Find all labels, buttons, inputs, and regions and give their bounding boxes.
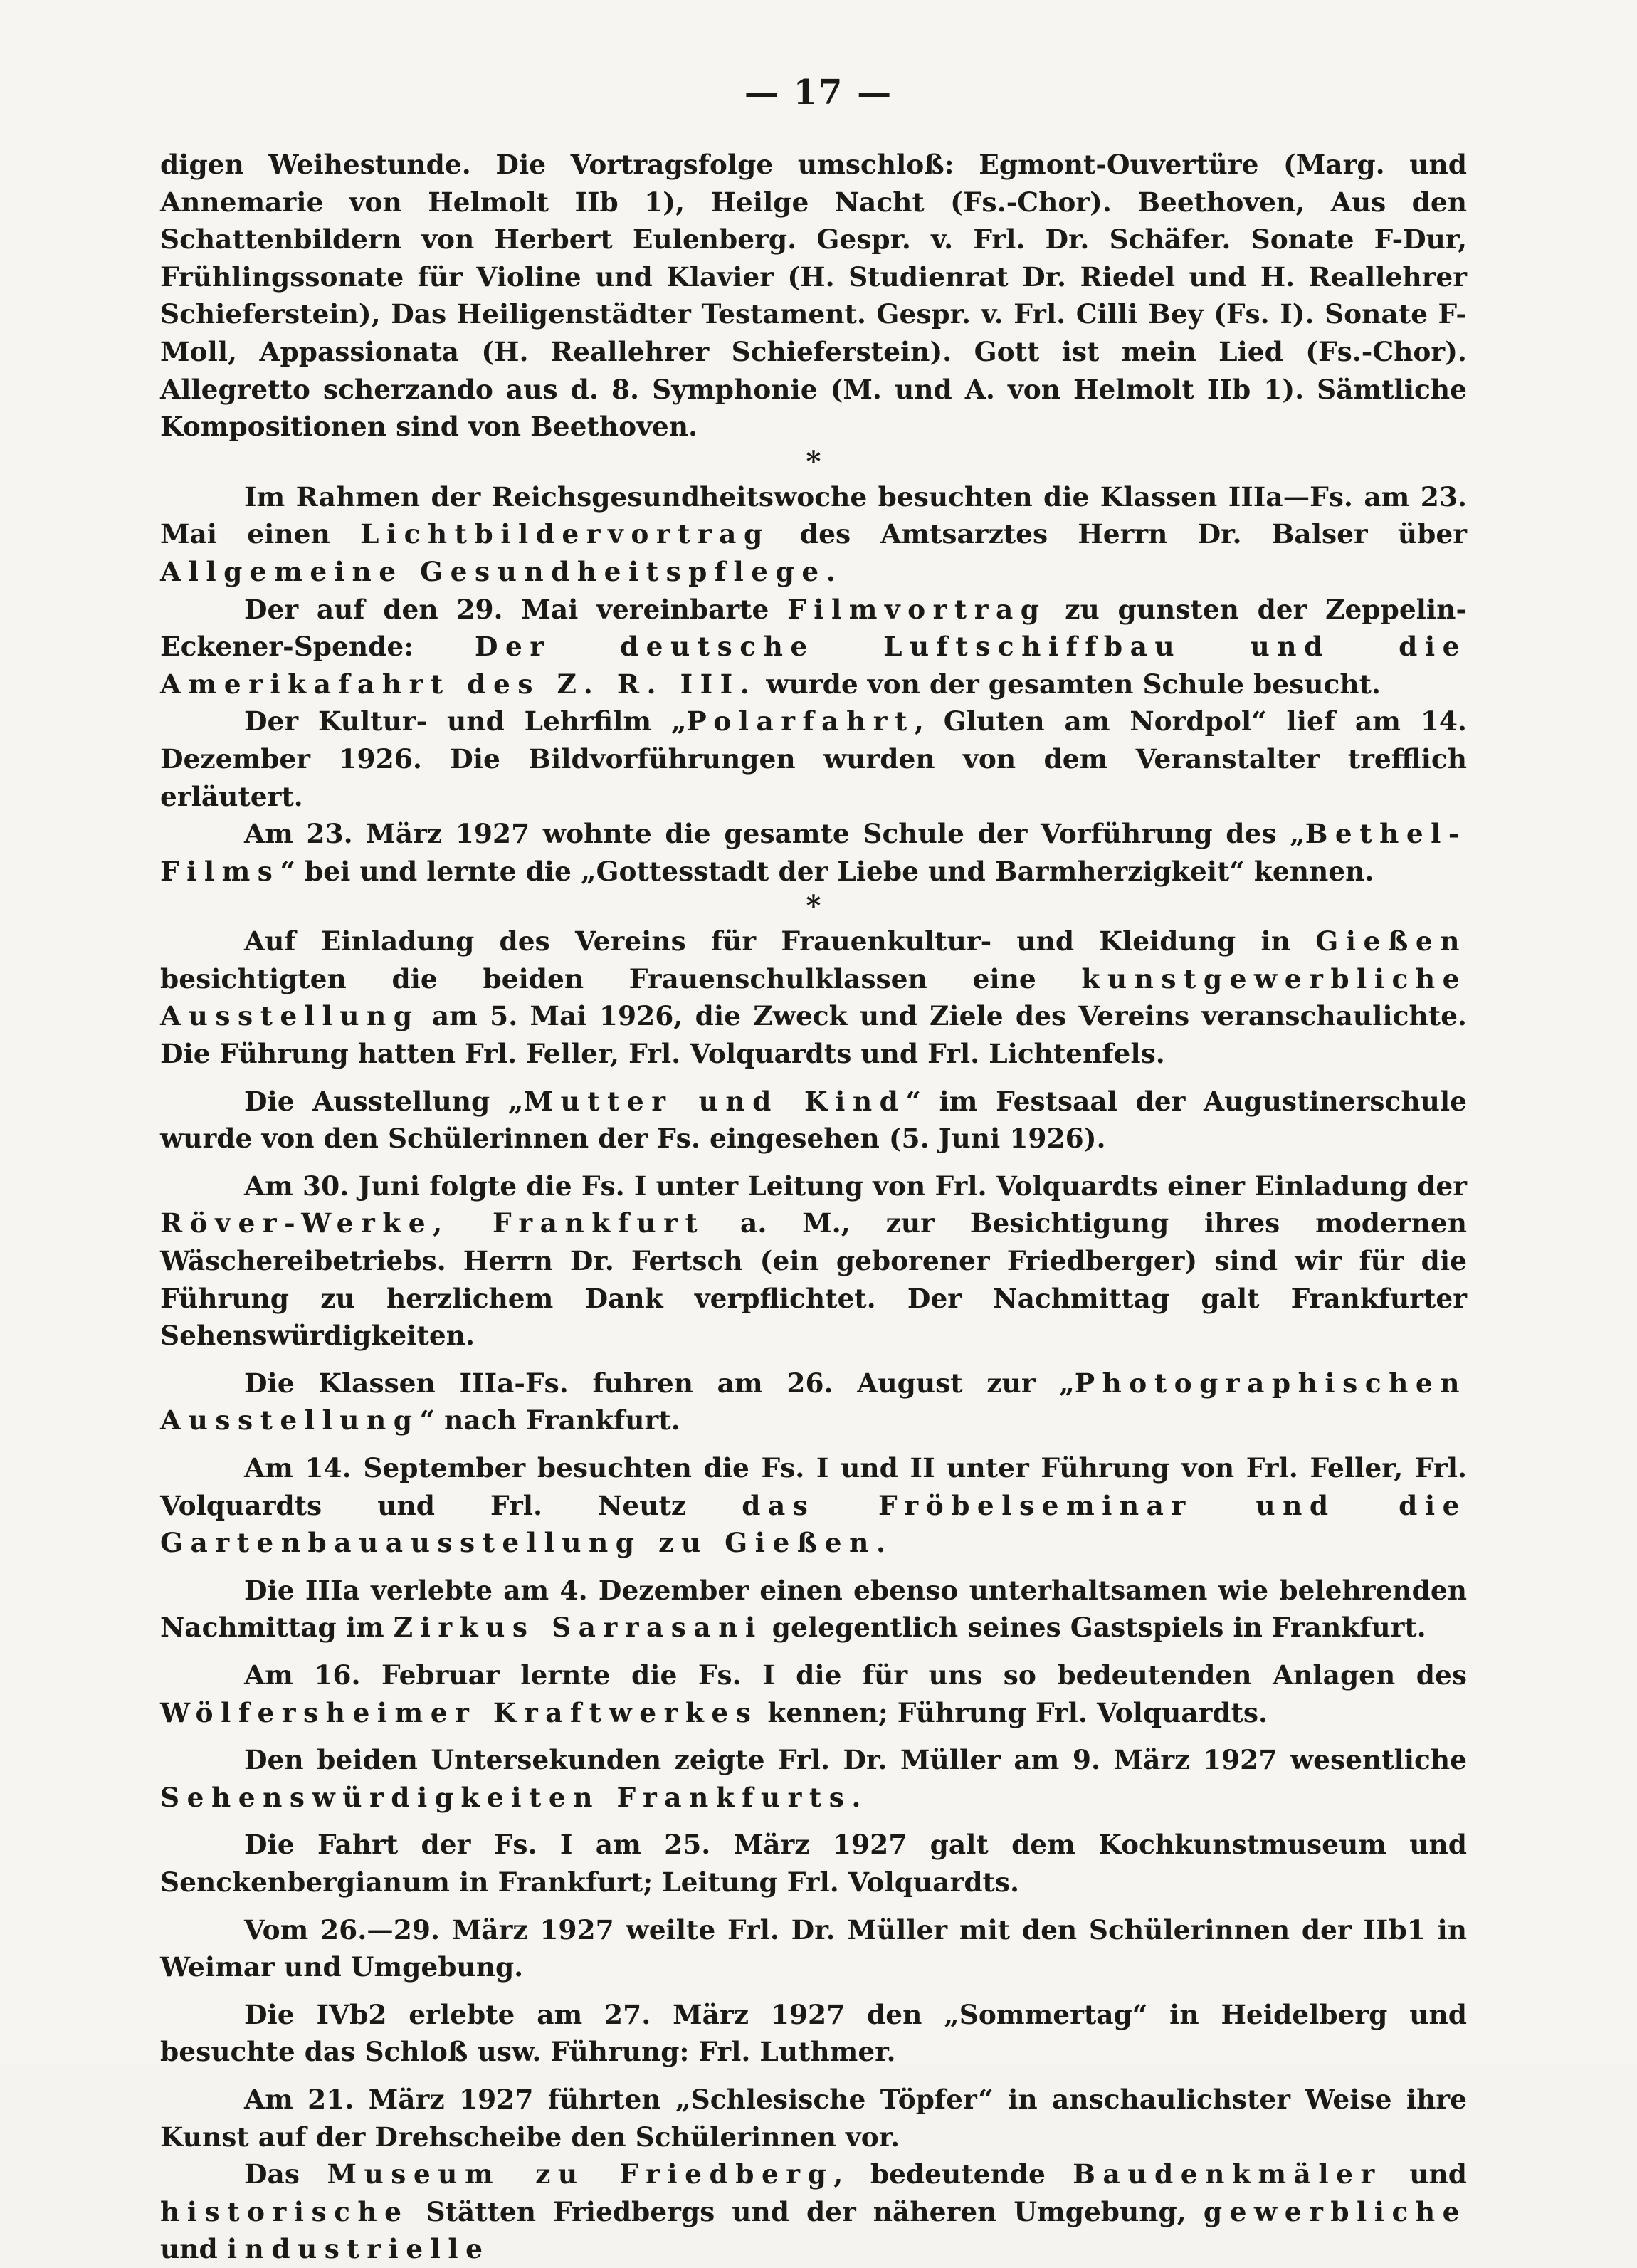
spaced-emphasis: Wölfersheimer Kraftwerkes bbox=[160, 1696, 759, 1728]
paragraph-polar-film: Der Kultur- und Lehrfilm „Polarfahrt, Gluten am Nordpol“ lief am 14. Dezember 1926. Die Bildvorführungen wurden von dem Veranstalter trefflich erläutert. bbox=[160, 705, 1467, 812]
paragraph-frankfurt-sights: Den beiden Untersekunden zeigte Frl. Dr. Müller am 9. März 1927 wesentliche Sehenswürdigkeiten Frankfurts. bbox=[160, 1744, 1467, 1813]
paragraph-circus: Die IIIa verlebte am 4. Dezember einen ebenso unterhaltsamen wie belehrenden Nachmittag im Zirkus Sarrasani gelegentlich seines Gastspiels in Frankfurt. bbox=[160, 1574, 1467, 1644]
spaced-emphasis: das Fröbelseminar und die Gartenbauausstellung zu Gießen bbox=[160, 1489, 1467, 1559]
paragraph-friedberg-museum: Das Museum zu Friedberg, bedeutende Baudenkmäler und historische Stätten Friedbergs und der näheren Umgebung, gewerbliche und industrielle bbox=[160, 2158, 1467, 2265]
spaced-emphasis: Filmvortrag bbox=[787, 593, 1047, 625]
spaced-emphasis: gewerbliche bbox=[1203, 2195, 1467, 2227]
paragraph-weimar: Vom 26.—29. März 1927 weilte Frl. Dr. Müller mit den Schülerinnen der IIb1 in Weimar und Umgebung. bbox=[160, 1913, 1467, 1983]
spaced-emphasis: Sehenswürdigkeiten Frankfurts bbox=[160, 1781, 852, 1813]
section-separator: * bbox=[806, 444, 821, 478]
spaced-emphasis: Museum zu Friedberg bbox=[327, 2158, 834, 2190]
spaced-emphasis: kunstgewerbliche Ausstellung bbox=[160, 962, 1467, 1032]
paragraph-text: digen Weihestunde. Die Vortragsfolge umschloß: Egmont-Ouvertüre (Marg. und Annemarie von Helmolt IIb 1), Heilge Nacht (Fs.-Chor). Beethoven, Aus den Schattenbildern von Herbert Eulenberg. Gespr. v. Frl. Dr. Schäfer. Sonate F-Dur, Frühlingssonate für Violine und Klavier (H. Studienrat Dr. Riedel und H. Reallehrer Schieferstein), Das Heiligenstädter Testament. Gespr. v. Frl. Cilli Bey (Fs. I). Sonate F-Moll, Appassionata (H. Reallehrer Schieferstein). Gott ist mein Lied (Fs.-Chor). Allegretto scherzando aus d. 8. Symphonie (M. und A. von Helmolt IIb 1). Sämtliche Kompositionen sind von Beethoven. bbox=[160, 149, 1467, 443]
spaced-emphasis: Bethel-Films bbox=[160, 818, 1467, 887]
paragraph-heidelberg: Die IVb2 erlebte am 27. März 1927 den „Sommertag“ in Heidelberg und besuchte das Schloß usw. Führung: Frl. Luthmer. bbox=[160, 1998, 1467, 2068]
spaced-emphasis: Zirkus Sarrasani bbox=[393, 1612, 763, 1644]
spaced-emphasis: Polarfahrt bbox=[686, 705, 915, 737]
spaced-emphasis: Gießen bbox=[1315, 925, 1467, 957]
paragraph-health-week: Im Rahmen der Reichsgesundheitswoche besuchten die Klassen IIIa—Fs. am 23. Mai einen Lichtbildervortrag des Amtsarztes Herrn Dr. Balser über Allgemeine Gesundheitspflege. bbox=[160, 481, 1467, 587]
page-number: — 17 — bbox=[744, 73, 893, 112]
spaced-emphasis: Mutter und Kind bbox=[523, 1085, 906, 1117]
paragraph-potters: Am 21. März 1927 führten „Schlesische Töpfer“ in anschaulichster Weise ihre Kunst auf der Drehscheibe den Schülerinnen vor. bbox=[160, 2083, 1467, 2153]
spaced-emphasis: Baudenkmäler bbox=[1073, 2158, 1382, 2190]
paragraph-program bbox=[160, 146, 1467, 446]
spaced-emphasis: Allgemeine Gesundheitspflege bbox=[160, 555, 826, 587]
paragraph-arts-exhibition: Auf Einladung des Vereins für Frauenkultur- und Kleidung in Gießen besichtigten die beiden Frauenschulklassen eine kunstgewerbliche Ausstellung am 5. Mai 1926, die Zweck und Ziele des Vereins veranschaulichte. Die Führung hatten Frl. Feller, Frl. Volquardts und Frl. Lichtenfels. bbox=[160, 925, 1467, 1070]
paragraph-photo-exhibition: Die Klassen IIIa-Fs. fuhren am 26. August zur „Photographischen Ausstellung“ nach Frankfurt. bbox=[160, 1367, 1467, 1437]
spaced-emphasis: Der deutsche Luftschiffbau und die Amerikafahrt des Z. R. III. bbox=[160, 631, 1467, 700]
spaced-emphasis: Photographischen Ausstellung bbox=[160, 1367, 1467, 1437]
spaced-emphasis: Lichtbildervortrag bbox=[359, 518, 770, 550]
paragraph-mother-child: Die Ausstellung „Mutter und Kind“ im Festsaal der Augustinerschule wurde von den Schülerinnen der Fs. eingesehen (5. Juni 1926). bbox=[160, 1085, 1468, 1155]
paragraph-cooking-museum: Die Fahrt der Fs. I am 25. März 1927 galt dem Kochkunstmuseum und Senckenbergianum in Frankfurt; Leitung Frl. Volquardts. bbox=[160, 1829, 1467, 1898]
paragraph-bethel-film: Am 23. März 1927 wohnte die gesamte Schule der Vorführung des „Bethel-Films“ bei und lernte die „Gottesstadt der Liebe und Barmherzigkeit“ kennen. bbox=[160, 818, 1467, 887]
paragraph-zeppelin-film: Der auf den 29. Mai vereinbarte Filmvortrag zu gunsten der Zeppelin-Eckener-Spende: Der deutsche Luftschiffbau und die Amerikafahrt des Z. R. III. wurde von der gesamten Schule besucht. bbox=[160, 593, 1468, 700]
spaced-emphasis: industrielle bbox=[226, 2233, 490, 2265]
spaced-emphasis: historische bbox=[160, 2195, 409, 2227]
body-text bbox=[160, 146, 1467, 2268]
section-separator: * bbox=[806, 889, 821, 923]
paragraph-power-plant: Am 16. Februar lernte die Fs. I die für uns so bedeutenden Anlagen des Wölfersheimer Kraftwerkes kennen; Führung Frl. Volquardts. bbox=[160, 1659, 1467, 1728]
paragraph-roever-werke: Am 30. Juni folgte die Fs. I unter Leitung von Frl. Volquardts einer Einladung der Röver-Werke, Frankfurt a. M., zur Besichtigung ihres modernen Wäschereibetriebs. Herrn Dr. Fertsch (ein geborener Friedberger) sind wir für die Führung zu herzlichem Dank verpflichtet. Der Nachmittag galt Frankfurter Sehenswürdigkeiten. bbox=[160, 1170, 1468, 1352]
paragraph-froebel-seminar: Am 14. September besuchten die Fs. I und II unter Führung von Frl. Feller, Frl. Volquardts und Frl. Neutz das Fröbelseminar und die Gartenbauausstellung zu Gießen. bbox=[160, 1452, 1467, 1559]
spaced-emphasis: Röver-Werke, Frankfurt bbox=[160, 1207, 705, 1239]
